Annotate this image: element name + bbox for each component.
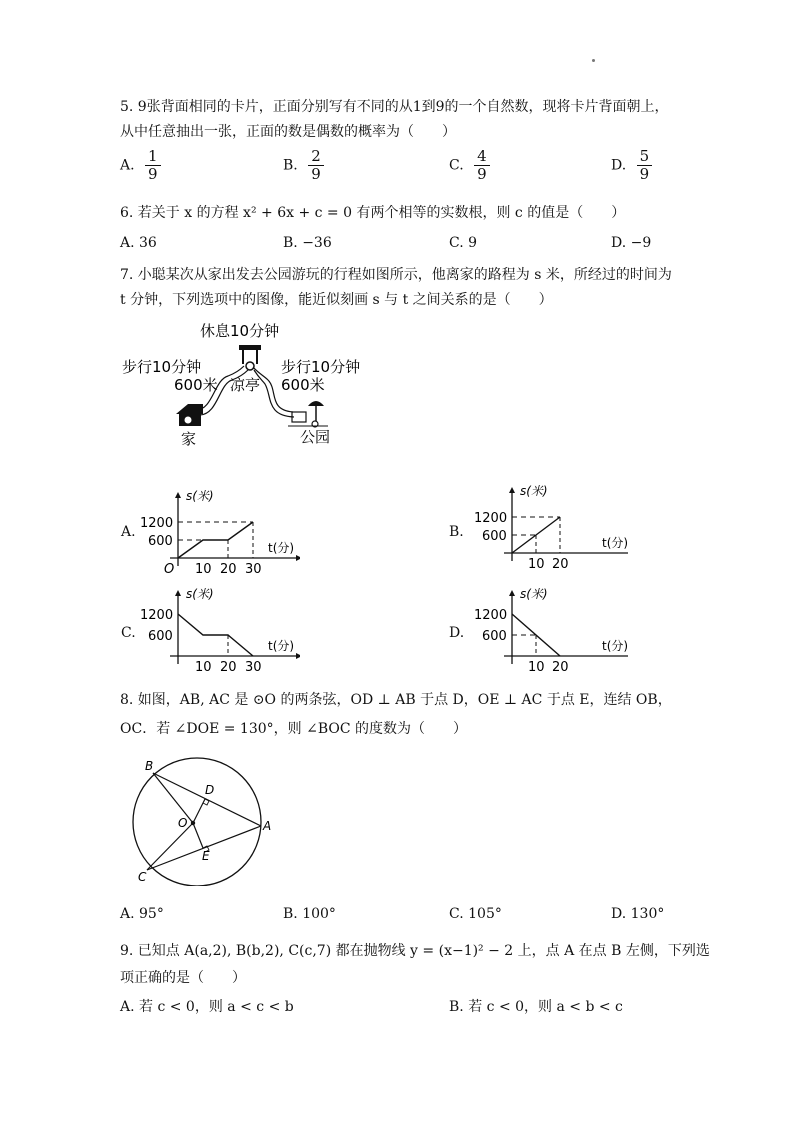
option-label: D. (611, 157, 627, 174)
point-c-label: C (138, 870, 147, 884)
q6-option-b[interactable] (283, 235, 332, 251)
q6-text: 6. 若关于 x 的方程 x² + 6x + c = 0 有两个相等的实数根，则 c 的值是（ ） (120, 205, 626, 221)
s-axis-arrow (509, 487, 515, 493)
y-tick-1200: 1200 (140, 516, 174, 531)
option-label: A. (120, 157, 135, 174)
t-axis-arrow (296, 653, 300, 659)
fraction (145, 148, 161, 183)
denominator: 9 (477, 165, 487, 183)
s-axis-label: s(米) (520, 485, 548, 498)
denominator: 9 (639, 165, 650, 183)
x-tick-20: 20 (220, 660, 237, 673)
option-label: A. (120, 999, 135, 1015)
denominator: 9 (148, 165, 158, 183)
q5-line1: 5. 9张背面相同的卡片，正面分别写有不同的从1到9的一个自然数，现将卡片背面朝上， (120, 99, 669, 115)
q7-line1: 7. 小聪某次从家出发去公园游玩的行程如图所示，他离家的路程为 s 米，所经过的时间为 (120, 267, 672, 283)
option-label: C. (449, 235, 464, 251)
fraction (474, 148, 490, 183)
circle-diagram (125, 756, 275, 886)
numerator: 5 (637, 148, 653, 166)
y-tick-600: 600 (482, 529, 507, 544)
option-label: A. (120, 235, 135, 251)
graph-b (468, 485, 628, 580)
q5-option-d[interactable] (611, 148, 652, 183)
y-tick-1200: 1200 (474, 608, 508, 623)
q9-option-a[interactable] (120, 996, 294, 1016)
numerator: 2 (308, 148, 324, 166)
rest-label: 休息10分钟 (200, 322, 280, 340)
point-e-label: E (202, 849, 210, 863)
q6-option-d[interactable] (611, 235, 651, 251)
q5-option-b[interactable] (283, 148, 324, 183)
q6-option-c[interactable] (449, 235, 477, 251)
point-a-label: A (263, 819, 272, 833)
x-tick-20: 20 (552, 557, 569, 572)
x-tick-30: 30 (245, 660, 262, 673)
x-tick-10: 10 (195, 660, 212, 673)
option-label: A. (120, 906, 135, 922)
fraction (308, 148, 324, 183)
walk-right-label: 步行10分钟 (281, 358, 361, 376)
option-value: −36 (302, 235, 332, 251)
circle-o (133, 758, 261, 886)
q8-option-a[interactable] (120, 906, 164, 922)
walk-left-label: 步行10分钟 (122, 358, 202, 376)
point-d-label: D (205, 783, 215, 797)
option-value: 36 (139, 235, 157, 251)
q7-line2: t 分钟，下列选项中的图像，能近似刻画 s 与 t 之间关系的是（ ） (120, 292, 553, 308)
t-axis-arrow (296, 555, 300, 561)
numerator: 4 (474, 148, 490, 166)
x-tick-10: 10 (528, 557, 545, 572)
q8-option-b[interactable] (283, 906, 336, 922)
graph-a (140, 485, 300, 580)
distance-time-line (512, 517, 560, 553)
segment-od (193, 799, 205, 823)
option-value: 100° (302, 906, 336, 922)
option-value: 130° (630, 906, 665, 922)
option-label: B. (449, 999, 464, 1015)
q5-option-a[interactable] (120, 148, 161, 183)
option-label: B. (283, 906, 298, 922)
y-tick-600: 600 (148, 629, 173, 644)
point-o-label: O (178, 816, 188, 830)
graph-c (140, 588, 300, 673)
t-axis-label: t(分) (268, 541, 295, 555)
home-icon (176, 404, 203, 426)
y-tick-600: 600 (482, 629, 507, 644)
q9-line2: 项正确的是（ ） (120, 970, 246, 986)
x-tick-20: 20 (552, 660, 569, 673)
q9-option-b[interactable] (449, 996, 623, 1016)
option-label: B. (283, 157, 298, 174)
x-tick-30: 30 (245, 562, 262, 577)
segment-oc (147, 823, 193, 870)
option-value: 若 c < 0，则 a < c < b (139, 999, 294, 1015)
scan-dot (592, 59, 595, 62)
park-icon (288, 401, 328, 427)
q5-option-c[interactable] (449, 148, 490, 183)
t-axis-label: t(分) (268, 639, 295, 653)
y-tick-600: 600 (148, 534, 173, 549)
park-label: 公园 (300, 428, 331, 446)
t-axis-label: t(分) (602, 536, 628, 550)
s-axis-label: s(米) (186, 588, 214, 601)
s-axis-arrow (175, 492, 181, 498)
fraction (637, 148, 653, 183)
option-label: C. (449, 906, 464, 922)
option-label: C. (449, 157, 464, 174)
point-b-label: B (145, 759, 154, 773)
q7-option-c[interactable]: C. (121, 625, 136, 641)
s-axis-arrow (509, 590, 515, 596)
option-value: 9 (468, 235, 478, 251)
q9-line1: 9. 已知点 A(a,2), B(b,2), C(c,7) 都在抛物线 y = (x−1)² − 2 上，点 A 在点 B 左侧，下列选 (120, 943, 710, 959)
origin-label: O (164, 562, 175, 577)
s-axis-label: s(米) (520, 588, 548, 601)
q5-line2: 从中任意抽出一张，正面的数是偶数的概率为（ ） (120, 124, 456, 140)
graph-d (468, 588, 628, 673)
option-label: D. (611, 235, 627, 251)
option-value: −9 (630, 235, 652, 251)
t-axis-label: t(分) (602, 639, 628, 653)
x-tick-10: 10 (195, 562, 212, 577)
q7-option-b[interactable]: B. (449, 524, 464, 540)
q7-option-a[interactable]: A. (121, 524, 136, 540)
s-axis-label: s(米) (186, 489, 214, 503)
center-point (191, 821, 195, 825)
dist-left-label: 600米 (174, 376, 218, 394)
option-label: B. (283, 235, 298, 251)
option-value: 若 c < 0，则 a < b < c (468, 999, 623, 1015)
y-tick-1200: 1200 (474, 511, 508, 526)
y-tick-1200: 1200 (140, 608, 174, 623)
pavilion-icon (239, 345, 261, 370)
numerator: 1 (145, 148, 161, 166)
home-label: 家 (181, 430, 197, 448)
x-tick-20: 20 (220, 562, 237, 577)
option-value: 105° (468, 906, 502, 922)
q8-line1: 8. 如图，AB, AC 是 ⊙O 的两条弦，OD ⊥ AB 于点 D，OE ⊥ AC 于点 E，连结 OB， (120, 692, 672, 708)
q7-option-d[interactable]: D. (449, 625, 465, 641)
route-diagram (118, 318, 388, 450)
option-label: D. (611, 906, 627, 922)
q8-option-c[interactable] (449, 906, 502, 922)
distance-time-line (178, 614, 253, 656)
dist-right-label: 600米 (281, 376, 325, 394)
denominator: 9 (311, 165, 321, 183)
s-axis-arrow (175, 590, 181, 596)
option-value: 95° (139, 906, 164, 922)
segment-oe (193, 823, 203, 848)
q8-line2: OC．若 ∠DOE = 130°，则 ∠BOC 的度数为（ ） (120, 721, 468, 737)
pavilion-label: 凉亭 (230, 376, 261, 394)
q6-option-a[interactable] (120, 235, 157, 251)
q8-option-d[interactable] (611, 906, 664, 922)
x-tick-10: 10 (528, 660, 545, 673)
